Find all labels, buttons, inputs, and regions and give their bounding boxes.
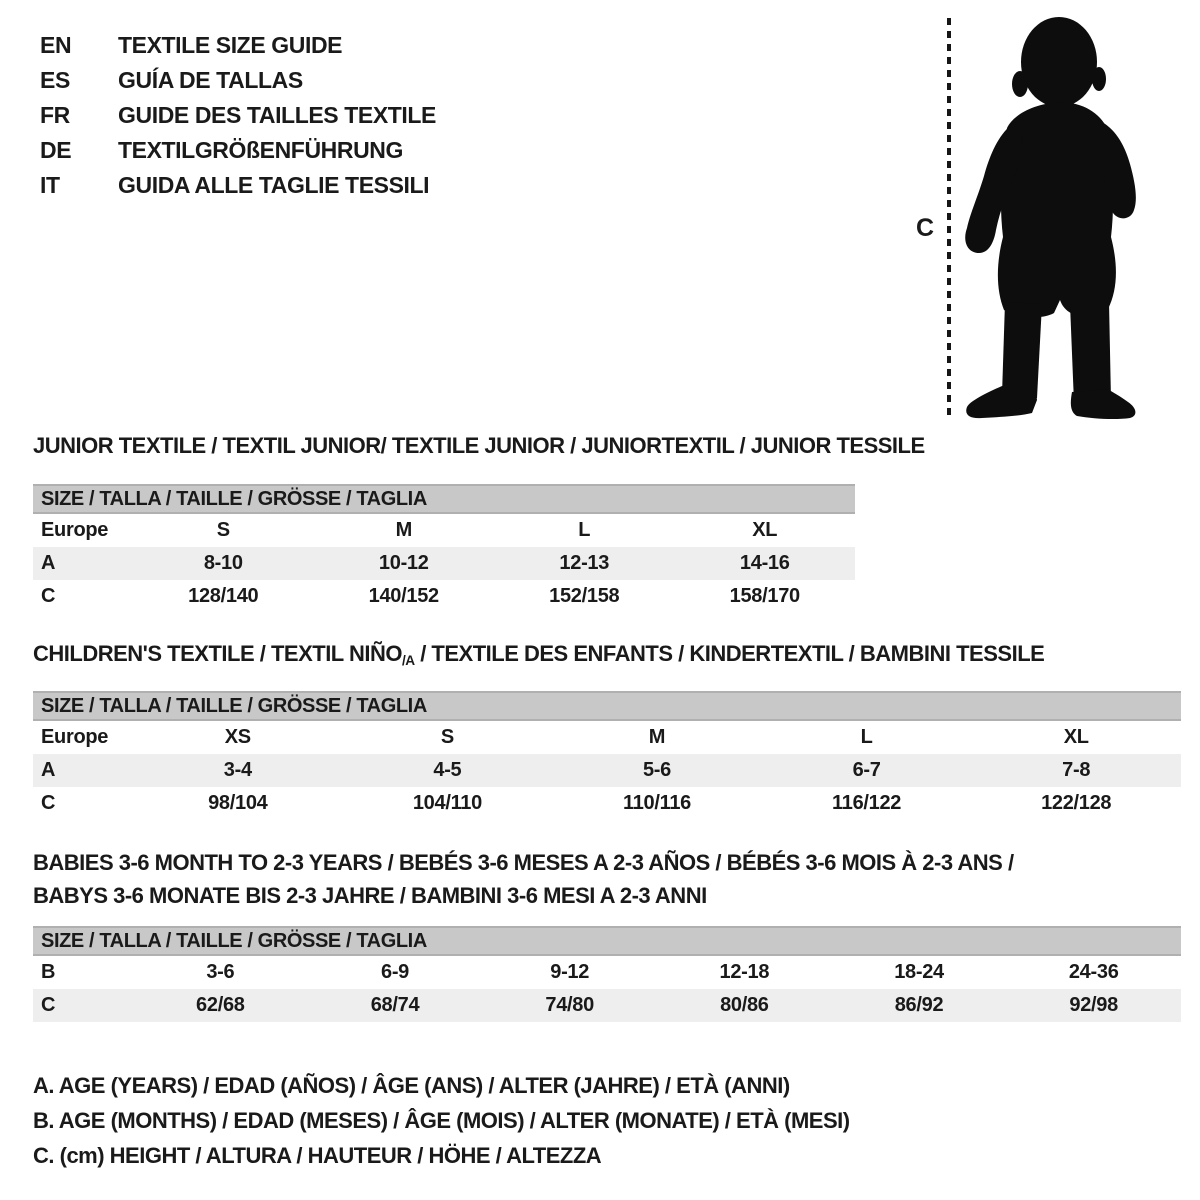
table-row — [33, 787, 1181, 820]
height-cell: 152/158 — [549, 585, 620, 607]
legend — [33, 1068, 850, 1173]
children-title-subscript: /A — [401, 652, 415, 668]
lang-code: IT — [40, 172, 60, 198]
size-cell: XL — [1063, 726, 1089, 748]
height-cell: 80/86 — [720, 994, 769, 1016]
lang-title: GUÍA DE TALLAS — [118, 67, 303, 93]
babies-section-title-line2: BABYS 3-6 MONATE BIS 2-3 JAHRE / BAMBINI 3-6 MESI A 2-3 ANNI — [33, 883, 707, 908]
junior-size-table — [33, 484, 855, 613]
size-cell: L — [578, 519, 591, 541]
row-label: C — [41, 994, 56, 1016]
age-cell: 5-6 — [642, 759, 671, 781]
height-cell: 92/98 — [1069, 994, 1118, 1016]
table-row — [33, 956, 1181, 989]
age-cell: 9-12 — [550, 961, 590, 983]
row-label: B — [41, 961, 56, 983]
height-cell: 62/68 — [196, 994, 245, 1016]
lang-code: EN — [40, 32, 72, 58]
height-cell: 116/122 — [832, 792, 902, 814]
size-cell: L — [860, 726, 873, 748]
row-label: A — [41, 759, 56, 781]
babies-section-title-line1: BABIES 3-6 MONTH TO 2-3 YEARS / BEBÉS 3-6 MESES A 2-3 AÑOS / BÉBÉS 3-6 MOIS À 2-3 ANS / — [33, 850, 1014, 875]
age-cell: 7-8 — [1062, 759, 1091, 781]
size-header-band: SIZE / TALLA / TAILLE / GRÖSSE / TAGLIA — [33, 484, 855, 514]
age-cell: 14-16 — [739, 552, 790, 574]
height-measure-label: C — [916, 214, 935, 242]
language-header — [40, 28, 436, 203]
age-cell: 10-12 — [378, 552, 429, 574]
lang-row-fr — [40, 98, 436, 133]
table-row — [33, 580, 855, 613]
legend-line-a: A. AGE (YEARS) / EDAD (AÑOS) / ÂGE (ANS) / ALTER (JAHRE) / ETÀ (ANNI) — [33, 1072, 790, 1098]
children-size-table — [33, 691, 1181, 820]
height-cell: 110/116 — [622, 792, 691, 814]
height-cell: 68/74 — [370, 994, 420, 1016]
age-cell: 6-7 — [852, 759, 881, 781]
age-cell: 3-6 — [206, 961, 235, 983]
size-cell: M — [648, 726, 666, 748]
height-measure-line — [947, 18, 951, 416]
lang-row-en — [40, 28, 436, 63]
age-cell: 8-10 — [203, 552, 243, 574]
size-cell: S — [440, 726, 454, 748]
row-label: C — [41, 585, 56, 607]
height-cell: 104/110 — [412, 792, 482, 814]
lang-row-de — [40, 133, 436, 168]
age-cell: 18-24 — [894, 961, 944, 983]
age-cell: 3-4 — [223, 759, 252, 781]
table-row — [33, 721, 1181, 754]
legend-line-b: B. AGE (MONTHS) / EDAD (MESES) / ÂGE (MOIS) / ALTER (MONATE) / ETÀ (MESI) — [33, 1107, 850, 1133]
toddler-silhouette-icon — [958, 12, 1150, 427]
size-header-band: SIZE / TALLA / TAILLE / GRÖSSE / TAGLIA — [33, 691, 1181, 721]
table-row — [33, 989, 1181, 1022]
size-cell: XL — [752, 519, 778, 541]
size-cell: M — [395, 519, 412, 541]
height-cell: 128/140 — [188, 585, 259, 607]
height-cell: 86/92 — [894, 994, 944, 1016]
lang-row-es — [40, 63, 436, 98]
lang-code: ES — [40, 67, 70, 93]
table-row — [33, 754, 1181, 787]
row-label: C — [41, 792, 56, 814]
age-cell: 4-5 — [433, 759, 462, 781]
age-cell: 6-9 — [381, 961, 410, 983]
lang-code: DE — [40, 137, 72, 163]
size-header-band: SIZE / TALLA / TAILLE / GRÖSSE / TAGLIA — [33, 926, 1181, 956]
height-cell: 122/128 — [1041, 792, 1112, 814]
row-label: Europe — [41, 519, 109, 541]
junior-section-title: JUNIOR TEXTILE / TEXTIL JUNIOR/ TEXTILE JUNIOR / JUNIORTEXTIL / JUNIOR TESSILE — [33, 433, 925, 458]
size-cell: S — [216, 519, 230, 541]
lang-row-it — [40, 168, 436, 203]
age-cell: 24-36 — [1068, 961, 1119, 983]
age-cell: 12-18 — [719, 961, 770, 983]
children-section-title — [33, 636, 1044, 674]
lang-title: TEXTILE SIZE GUIDE — [118, 32, 343, 58]
lang-title: GUIDA ALLE TAGLIE TESSILI — [118, 172, 430, 198]
row-label: Europe — [41, 726, 109, 748]
size-cell: XS — [224, 726, 251, 748]
lang-code: FR — [40, 102, 70, 128]
lang-title: GUIDE DES TAILLES TEXTILE — [118, 102, 436, 128]
children-title-suffix: / TEXTILE DES ENFANTS / KINDERTEXTIL / BAMBINI TESSILE — [414, 641, 1045, 666]
height-cell: 140/152 — [368, 585, 439, 607]
height-cell: 98/104 — [208, 792, 268, 814]
table-row — [33, 514, 855, 547]
height-cell: 74/80 — [545, 994, 594, 1016]
height-cell: 158/170 — [729, 585, 800, 607]
legend-line-c: C. (cm) HEIGHT / ALTURA / HAUTEUR / HÖHE / ALTEZZA — [33, 1142, 602, 1168]
table-row — [33, 547, 855, 580]
children-title-prefix: CHILDREN'S TEXTILE / TEXTIL NIÑO — [33, 641, 402, 666]
row-label: A — [41, 552, 56, 574]
lang-title: TEXTILGRÖßENFÜHRUNG — [118, 137, 403, 163]
age-cell: 12-13 — [559, 552, 610, 574]
babies-size-table — [33, 926, 1181, 1022]
